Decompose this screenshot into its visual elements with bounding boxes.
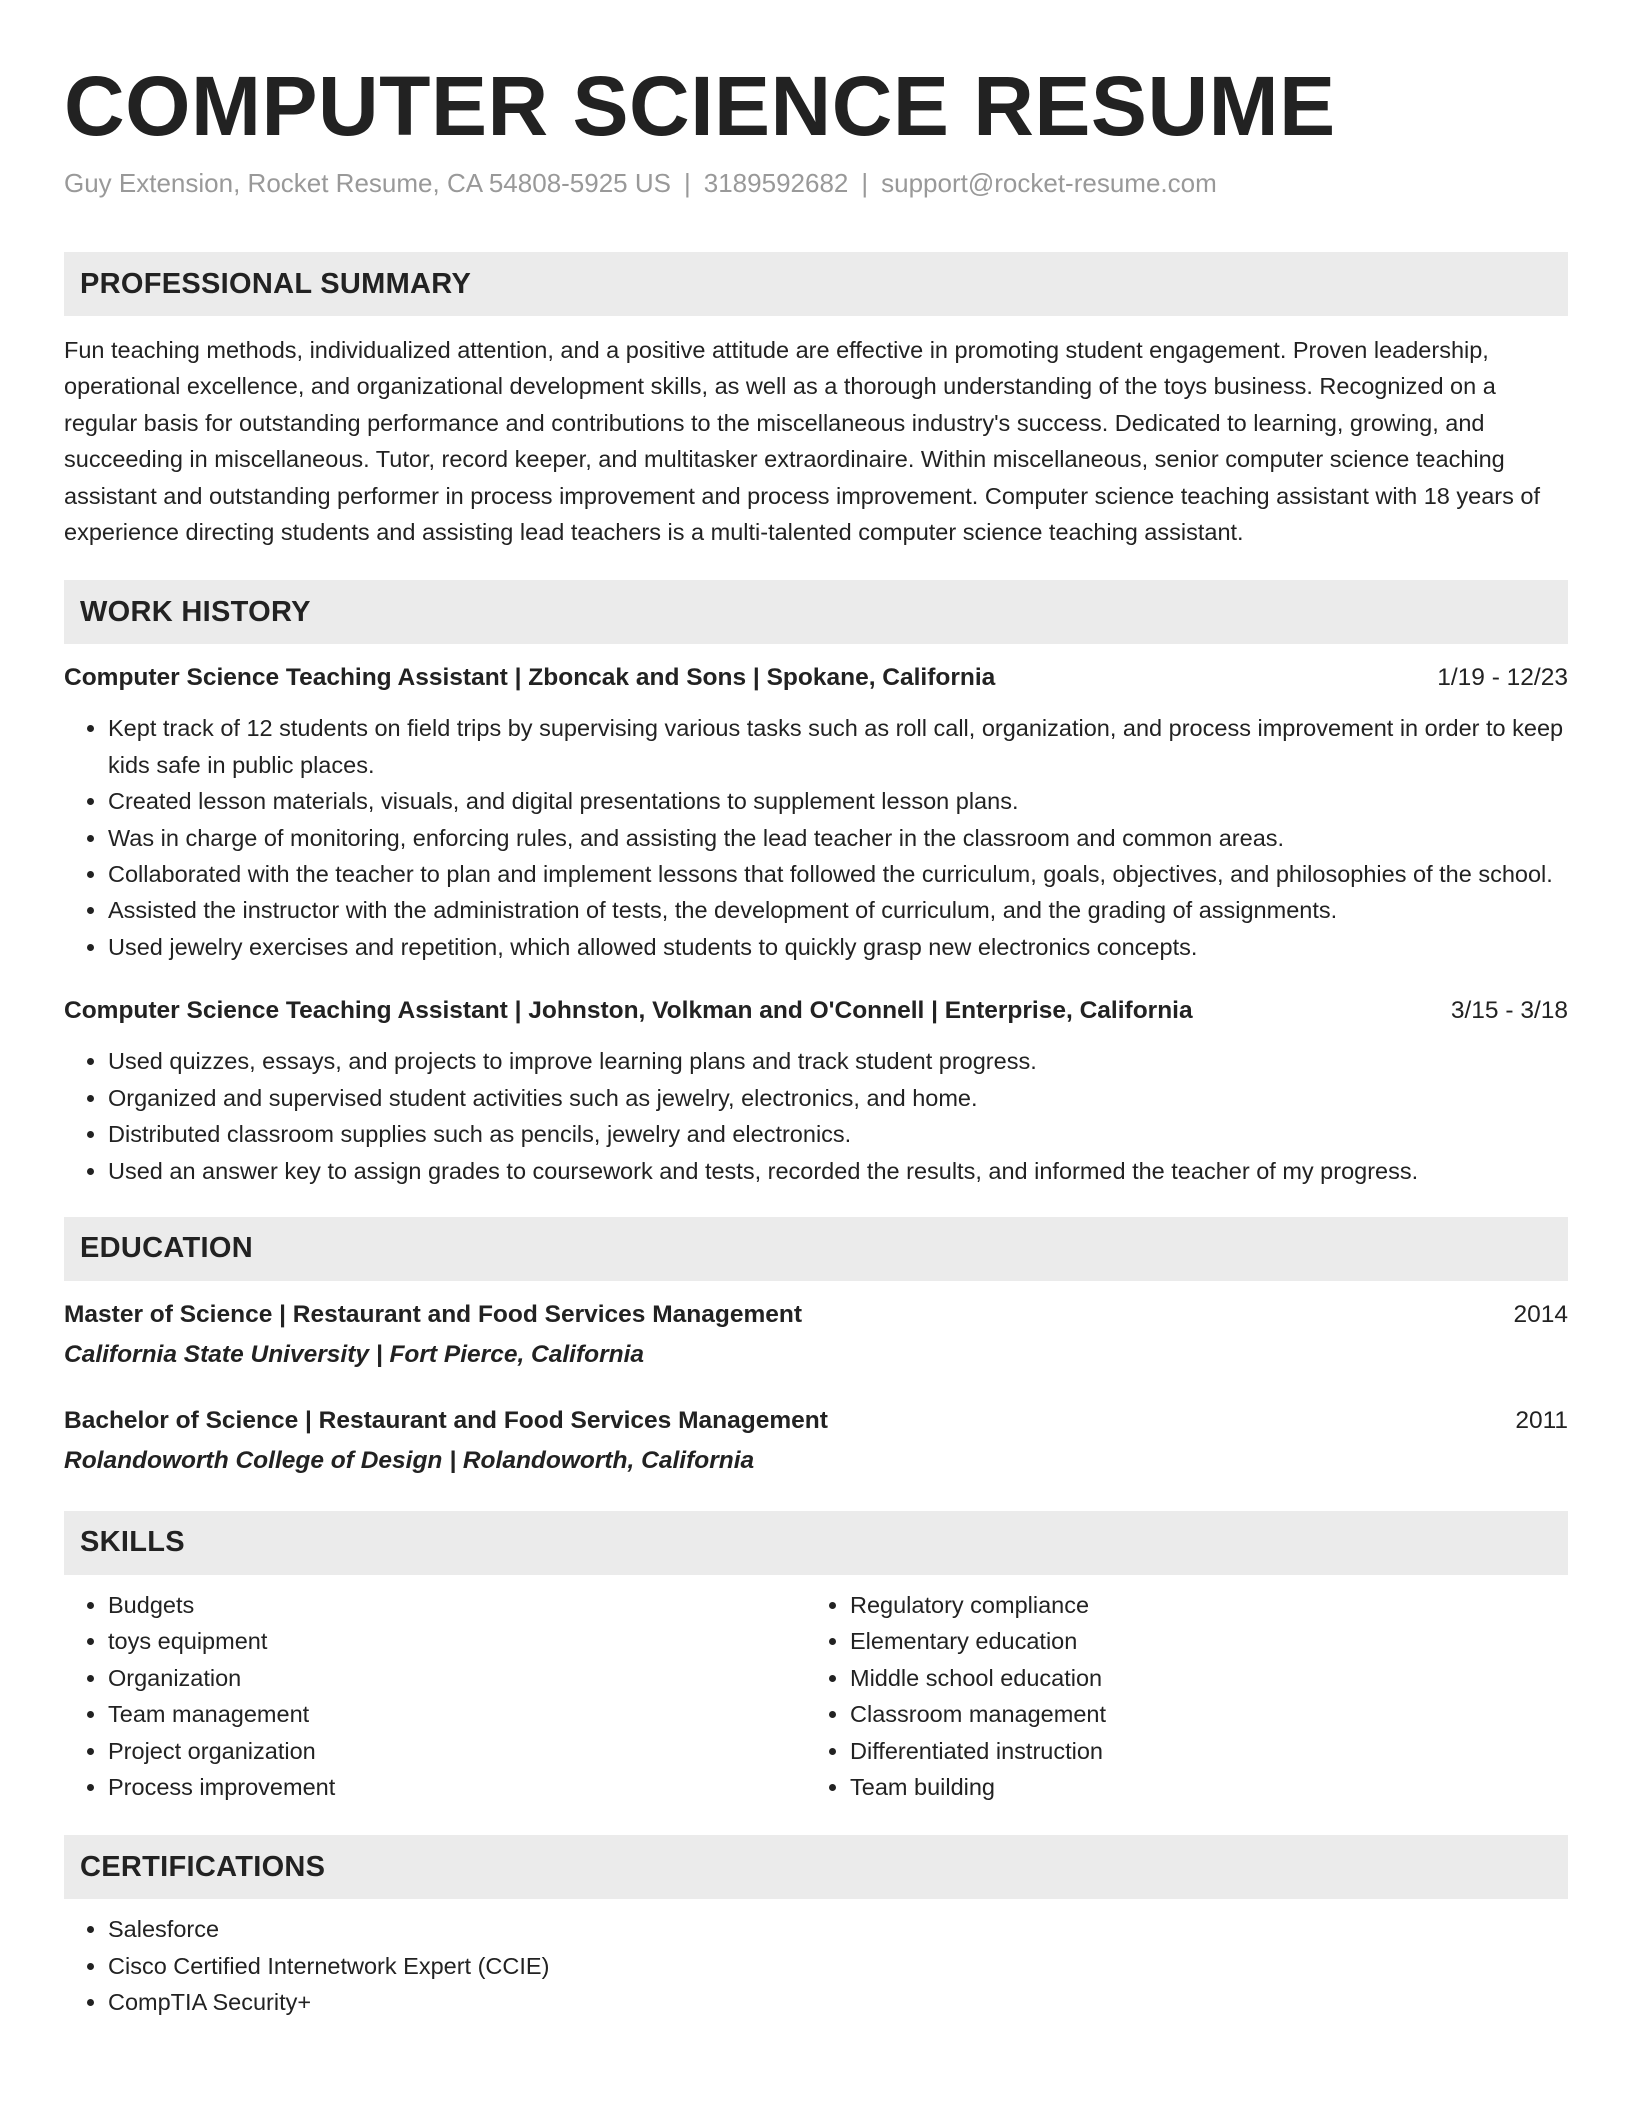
skill-item: • Elementary education — [850, 1623, 1548, 1659]
skill-item: • Organization — [108, 1660, 806, 1696]
skill-item: • Middle school education — [850, 1660, 1548, 1696]
skill-item: • Project organization — [108, 1733, 806, 1769]
section-header-skills: SKILLS — [64, 1511, 1568, 1575]
resume-title: COMPUTER SCIENCE RESUME — [64, 59, 1336, 153]
education-year: 2011 — [1515, 1406, 1568, 1434]
job-header — [64, 660, 1568, 696]
job-entry — [64, 993, 1568, 1189]
skill-item: • toys equipment — [108, 1623, 806, 1659]
contact-address: Guy Extension, Rocket Resume, CA 54808-5925 US — [64, 168, 671, 198]
job-bullet: • Was in charge of monitoring, enforcing rules, and assisting the lead teacher in the classroom and common areas. — [108, 820, 1568, 856]
skill-item: • Classroom management — [850, 1696, 1548, 1732]
job-bullet: • Created lesson materials, visuals, and digital presentations to supplement lesson plans. — [108, 783, 1568, 819]
job-bullet: • Assisted the instructor with the administration of tests, the development of curriculum, and the grading of assignments. — [108, 892, 1568, 928]
job-title: Computer Science Teaching Assistant | Johnston, Volkman and O'Connell | Enterprise, California — [64, 997, 1193, 1025]
skill-item: • Regulatory compliance — [850, 1587, 1548, 1623]
skill-item: • Team management — [108, 1696, 806, 1732]
skills-column-right — [806, 1587, 1548, 1805]
section-header-summary: PROFESSIONAL SUMMARY — [64, 252, 1568, 316]
job-header — [64, 993, 1568, 1029]
job-bullets — [64, 1043, 1568, 1189]
contact-separator: | — [861, 168, 869, 198]
contact-line — [64, 166, 1568, 200]
certification-item: • CompTIA Security+ — [108, 1984, 1568, 2020]
job-bullet: • Kept track of 12 students on field trips by supervising various tasks such as roll call, organization, and process improvement in order to keep kids safe in public places. — [108, 710, 1568, 783]
education-school: Rolandoworth College of Design | Rolandoworth, California — [64, 1446, 755, 1474]
education-header — [64, 1403, 1568, 1439]
job-bullet: • Organized and supervised student activities such as jewelry, electronics, and home. — [108, 1080, 1568, 1116]
job-bullet: • Used jewelry exercises and repetition, which allowed students to quickly grasp new electronics concepts. — [108, 929, 1568, 965]
skill-item: • Budgets — [108, 1587, 806, 1623]
job-bullet: • Collaborated with the teacher to plan and implement lessons that followed the curriculum, goals, objectives, and philosophies of the school. — [108, 856, 1568, 892]
certification-item: • Salesforce — [108, 1911, 1568, 1947]
contact-phone: 3189592682 — [703, 168, 849, 198]
contact-separator: | — [684, 168, 691, 198]
section-header-certifications: CERTIFICATIONS — [64, 1835, 1568, 1899]
education-degree: Master of Science | Restaurant and Food Services Management — [64, 1300, 802, 1328]
education-school: California State University | Fort Pierce, California — [64, 1340, 645, 1368]
summary-text: Fun teaching methods, individualized attention, and a positive attitude are effective in promoting student engagement. Proven leadership, operational excellence, and organizational development skills, as well as a thorough understanding of the toys business. Recognized on a regular basis for outstanding performance and contributions to the miscellaneous industry's success. Dedicated to learning, growing, and succeeding in miscellaneous. Tutor, record keeper, and multitasker extraordinaire. Within miscellaneous, senior computer science teaching assistant and outstanding performer in process improvement and process improvement. Computer science teaching assistant with 18 years of experience directing students and assisting lead teachers is a multi-talented computer science teaching assistant. — [64, 337, 1541, 546]
job-bullets — [64, 710, 1568, 965]
education-degree: Bachelor of Science | Restaurant and Food Services Management — [64, 1406, 828, 1434]
certifications-list — [64, 1911, 1568, 2020]
section-header-work-history: WORK HISTORY — [64, 580, 1568, 644]
education-year: 2014 — [1513, 1300, 1568, 1328]
education-header — [64, 1297, 1568, 1333]
education-entry — [64, 1297, 1568, 1373]
skill-item: • Team building — [850, 1769, 1548, 1805]
job-title: Computer Science Teaching Assistant | Zboncak and Sons | Spokane, California — [64, 664, 996, 692]
certification-bullets — [64, 1911, 1568, 2020]
skill-item: • Process improvement — [108, 1769, 806, 1805]
job-bullet: • Used quizzes, essays, and projects to improve learning plans and track student progress. — [108, 1043, 1568, 1079]
job-dates: 3/15 - 3/18 — [1450, 997, 1568, 1025]
job-entry — [64, 660, 1568, 965]
skill-item: • Differentiated instruction — [850, 1733, 1548, 1769]
contact-email: support@rocket-resume.com — [881, 168, 1217, 198]
job-bullet: • Used an answer key to assign grades to coursework and tests, recorded the results, and informed the teacher of my progress. — [108, 1153, 1568, 1189]
education-entry — [64, 1403, 1568, 1479]
skills-grid — [64, 1587, 1568, 1805]
job-bullet: • Distributed classroom supplies such as pencils, jewelry and electronics. — [108, 1116, 1568, 1152]
section-header-education: EDUCATION — [64, 1217, 1568, 1281]
certification-item: • Cisco Certified Internetwork Expert (CCIE) — [108, 1948, 1568, 1984]
skills-column-left — [64, 1587, 806, 1805]
job-dates: 1/19 - 12/23 — [1437, 664, 1568, 692]
